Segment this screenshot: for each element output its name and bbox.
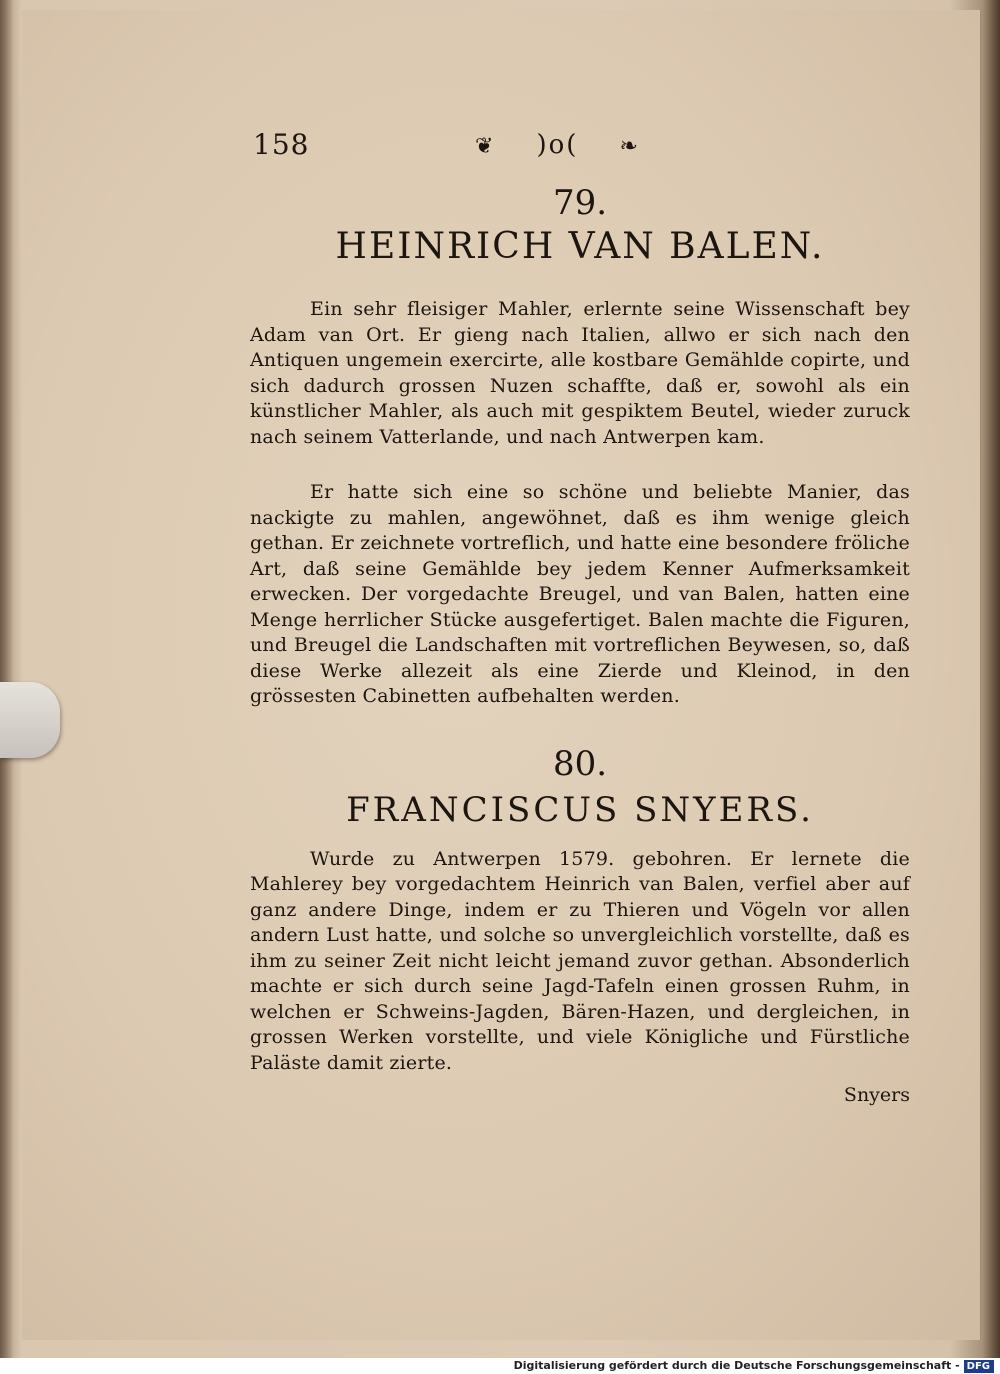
entry-paragraph: Wurde zu Antwerpen 1579. gebohren. Er lernete die Mahlerey bey vorgedachtem Heinrich van Balen, verfiel aber auf ganz andere Dinge, indem er zu Thieren und Vögeln vor allen andern Lust hatte, und solche so unvergleichlich vorstellte, daß es ihm zu seiner Zeit nicht leicht jemand zuvor gethan. Absonderlich machte er sich durch seine Jagd-Tafeln einen grossen Ruhm, in welchen er Schweins-Jagden, Bären-Hazen, und dergleichen, in grossen Werken vorstellte, und viele Königliche und Fürstliche Paläste damit zierte.: [250, 847, 910, 1074]
footer-credit: Digitalisierung gefördert durch die Deutsche Forschungsgemeinschaft -: [513, 1359, 960, 1372]
running-header: [250, 128, 910, 168]
header-ornament: [475, 130, 640, 160]
page-clip: [0, 682, 60, 758]
digitization-footer: [0, 1358, 1000, 1374]
dfg-logo: DFG: [964, 1360, 994, 1373]
left-fleuron-icon: ❦: [475, 134, 496, 159]
entry-number: 79.: [552, 183, 608, 223]
entry-paragraph: Ein sehr fleisiger Mahler, erlernte seine Wissenschaft bey Adam van Ort. Er gieng nach Italien, allwo er sich nach den Antiquen ungemein exercirte, alle kostbare Gemählde copirte, und sich dadurch grossen Nuzen schaffte, daß er, sowohl als ein künstlicher Mahler, als auch mit gespiktem Beutel, wieder zuruck nach seinem Vatterlande, und nach Antwerpen kam.: [250, 298, 910, 448]
catchword: Snyers: [843, 1084, 910, 1106]
facing-page-edge: [982, 0, 1000, 1358]
entry-paragraph: Er hatte sich eine so schöne und beliebte Manier, das nackigte zu mahlen, angewöhnet, daß es ihm wenige gleich gethan. Er zeichnete vortreflich, und hatte eine besondere fröliche Art, daß seine Gemählde bey jedem Kenner Aufmerksamkeit erwecken. Der vorgedachte Breugel, und van Balen, hatten eine Menge herrlicher Stücke ausgefertiget. Balen machte die Figuren, und Breugel die Landschaften mit vortreflichen Beywesen, so, daß diese Werke allezeit als eine Zierde und Kleinod, in den grössesten Cabinetten aufbehalten werden.: [250, 481, 910, 707]
page-content: [250, 128, 910, 1106]
page-number: 158: [253, 128, 310, 161]
entry-title: FRANCISCUS SNYERS.: [346, 789, 814, 830]
ornament-text: )o(: [536, 130, 579, 160]
entry-title: HEINRICH VAN BALEN.: [335, 226, 825, 267]
right-fleuron-icon: ❧: [619, 134, 640, 159]
entry-number: 80.: [552, 743, 608, 784]
